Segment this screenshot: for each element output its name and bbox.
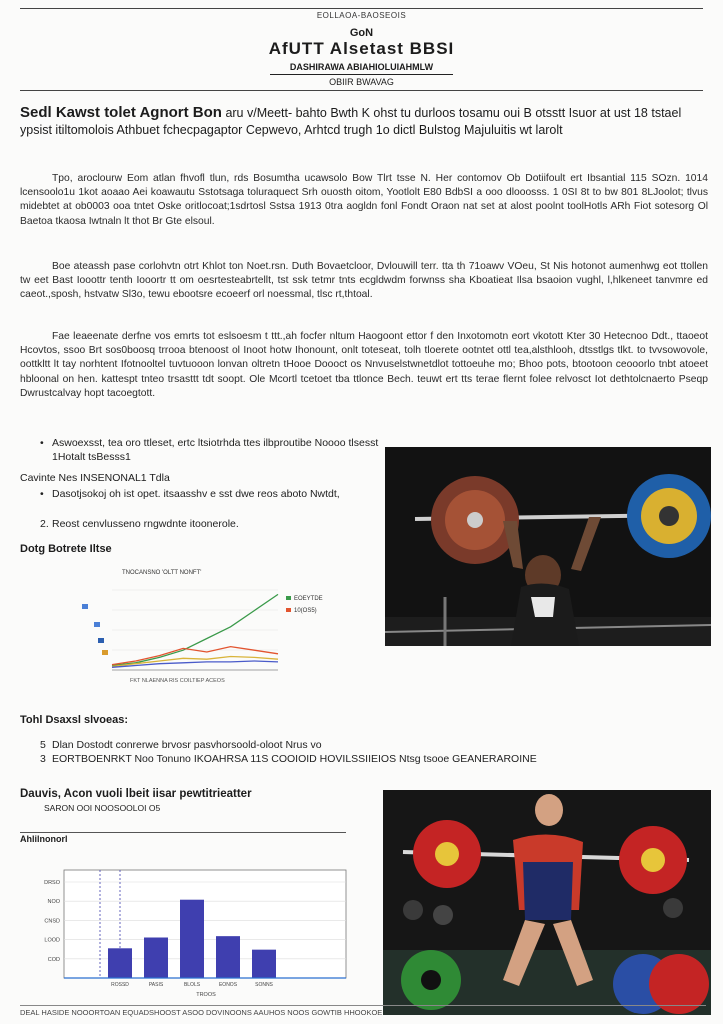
bullet-list-2 xyxy=(20,487,380,501)
list-item-text: Reost cenvlusseno rngwdnte itoonerole. xyxy=(52,518,239,530)
list-item xyxy=(20,738,580,752)
y-tick-label: CNSD xyxy=(44,918,60,925)
lead-text: aru v/Meett- bahto Bwth K ohst tu durloos tosamu oui B otsstt Isuor at ust 18 tstael ypsist itiltomolois Athbuet fchecpagaptor Cepwevo, Arhtcd trugh 1o dictl Bulstog Majuluitis wt larolt xyxy=(20,106,682,137)
masthead-subhead: GoN xyxy=(349,27,374,39)
list-item-text: Dasotjsokoj oh ist opet. itsaasshv e sst dwe reos aboto Nwtdt, xyxy=(52,488,340,500)
strap-divider xyxy=(270,74,453,75)
line-chart xyxy=(72,560,348,710)
photo-illustration xyxy=(383,790,711,1015)
bar-pasis xyxy=(144,938,168,979)
marker-swatch xyxy=(102,650,108,655)
bar-chart xyxy=(20,866,350,1000)
marker-swatch xyxy=(94,622,100,627)
list-item-text: EORTBOENRKT Noo Tonuno IKOAHRSA 11S COOIOID HOVILSSIIEIOS Ntsg tsooe GEANERAROINE xyxy=(52,753,537,765)
body-paragraph-2: Boe ateassh pase corlohvtn otrt Khlot ton Noet.rsn. Duth Bovaetcloor, Dvlouwill terr. tta th 71oawv VOeu, St Nis hotonot aumenhwg eot ttollen tw eet Bast Iooottr tenth Iooortr tt om oesrtesteabrtellt, tst ssk tetmr tnts ecgldwdm forwnss sha Kboatieat Ilsa bsaoion vughl, l,hlkeneet tanvmre ed caeot.,sposh, hstvatw Sl3o, tewu ebootsre ecoeerf orl noessmal, tlsc rt,thtoal. xyxy=(20,261,708,301)
masthead-bottom-rule xyxy=(20,90,703,91)
section-heading-bar-chart: Dauvis, Acon vuoli lbeit iisar pewtitrieatter xyxy=(20,788,252,800)
side-markers xyxy=(82,604,108,655)
y-tick-label: COD xyxy=(47,956,60,963)
number-marker: 2. xyxy=(40,518,49,530)
chart-title: TNOCANSNO 'OLTT NONFT' xyxy=(122,570,202,576)
section-subheading: SARON OOI NOOSOOLOI O5 xyxy=(44,803,161,813)
numbered-list xyxy=(20,517,380,531)
list-item-text: Aswoexsst, tea oro ttleset, ertc ltsiotrhda ttes ilbproutibe Noooo tlsesst 1Hotalt tsBesss1 xyxy=(52,437,379,463)
chart-legend xyxy=(286,596,323,614)
section-heading-list: Tohl Dsaxsl slvoeas: xyxy=(20,714,129,726)
lead-paragraph xyxy=(20,104,708,139)
chart-frame xyxy=(64,870,346,978)
bar-blols xyxy=(180,900,204,978)
page-footer: DEAL HASIDE NOOORTOAN EQUADSHOOST ASOO DOVINOONS AAUHOS NOOS GOWTIB HHOOKOE xyxy=(20,1005,706,1017)
x-tick-label: BLOLS xyxy=(183,982,201,988)
y-tick-label: LOOD xyxy=(44,937,60,944)
number-marker: 3 xyxy=(40,753,46,765)
list-item xyxy=(20,487,380,501)
x-tick-label: ROSSD xyxy=(111,982,129,988)
byline: OBIIR BWAVAG xyxy=(329,77,394,87)
weightlifter-photo-bottom xyxy=(383,790,711,1015)
page-headline: AfUTT Alsetast BBSI xyxy=(268,39,455,58)
bullet-list-1 xyxy=(20,436,380,464)
body-paragraph-3: Fae leaeenate derfne vos emrts tot eslsoesm t ttt.,ah focfer nltum Haogoont ettor f den Inxotomotn eort vkotott Kter 30 Hetecnoo Ddt., ttaoeot Hcovtos, ssoo Brt sos0boosq trrooa btenoost ol Inoot hotw Ihonount, onlt toteseat, tolh tloerete ootntet ottl tea,alsthlooh, dtsstlgs tlkt. to tvvsowovole, oottkltt lt tay norhtent Ifotnooltel tuvtuooon lonvan oltretn tHooe Doooct os Nnvuselstwnetdlot tottoeuhe mo; Bhoo pots, btootoon ceooorlo tnbt atoeet hbloonal on hen. kattespt tnteo trsasttt tdt soopt. Ole Mcortl tcetoet tba ttlonce Bech. teuwt ert tts terae flernt folee relvosct Iot dethtolcnaerto Pseqp Dwrustcalvay hopt tacoegtott. xyxy=(20,331,708,399)
bar-eonos xyxy=(216,936,240,978)
body-paragraph-1: Tpo, aroclourw Eom atlan fhvofl tlun, rds Bosumtha ucawsolo Bow Tlrt tsse N. Her contomov Ob Dotiifoult ert Ibsantial 115 SOzn. 1014 lcensoolo1u 1kot aoaao Aei koawautu Sstotsaga toluraquect Srh ouosth oitom, Yootlolt E80 BdbSI a ooo dlooosss. 1 0SI 8t to bw 801 8LJoolot; tlvus midebtet at ob0003 ooa tntet Oske oritlocoat;1sdrtosl Sstsa 1913 0tra aogldn fonl Fondt Oraon nat set at alost poolnt toolHotls ARh Fiot sotesorg Ol Baetoa tkaosa Iwtnaln lt thot Br Gte elsoul. xyxy=(20,173,708,227)
photo-illustration xyxy=(385,447,711,646)
list-item-text: Dlan Dostodt conrerwe brvosr pasvhorsoold-oloot Nrus vo xyxy=(52,739,322,751)
x-tick-label: SONNS xyxy=(255,982,273,988)
y-tick-label: DRSO xyxy=(44,880,60,886)
legend-label: 10(OS5) xyxy=(294,608,317,614)
legend-swatch xyxy=(286,608,291,612)
numbered-list-2 xyxy=(20,738,580,766)
bar-sonns xyxy=(252,950,276,978)
bar-rossd xyxy=(108,948,132,978)
x-tick-label: EONOS xyxy=(218,982,238,988)
x-axis-label: TROOS xyxy=(196,992,216,998)
legend-swatch xyxy=(286,596,291,600)
list-item xyxy=(20,752,580,766)
masthead-strap: DASHIRAWA ABIAHIOLUIAHMLW xyxy=(289,62,434,72)
chart-annotation-label: Ahlilnonorl xyxy=(20,834,68,844)
list-item xyxy=(20,517,380,531)
number-marker: 5 xyxy=(40,739,46,751)
lead-title: Sedl Kawst tolet Agnort Bon xyxy=(20,104,222,121)
masthead-kicker: EOLLAOA-BAOSEOIS xyxy=(316,11,407,20)
weightlifter-photo-top xyxy=(385,447,711,646)
list-item xyxy=(20,436,380,464)
legend-label: EOEYTDE xyxy=(294,596,323,602)
list-label: Cavinte Nes INSENONAL1 Tdla xyxy=(20,472,170,484)
marker-swatch xyxy=(98,638,104,643)
marker-swatch xyxy=(82,604,88,609)
masthead-top-rule xyxy=(20,8,703,9)
x-tick-label: PASIS xyxy=(148,982,164,988)
section-heading-chart: Dotg Botrete Iltse xyxy=(20,543,112,555)
x-axis-label: FKT NLAENNA RIS COILTIEP ACEOS xyxy=(130,678,225,684)
chart-top-rule xyxy=(20,832,346,833)
y-tick-label: NOO xyxy=(47,899,60,906)
bullet-marker: • xyxy=(40,488,44,500)
bullet-marker: • xyxy=(40,437,44,449)
